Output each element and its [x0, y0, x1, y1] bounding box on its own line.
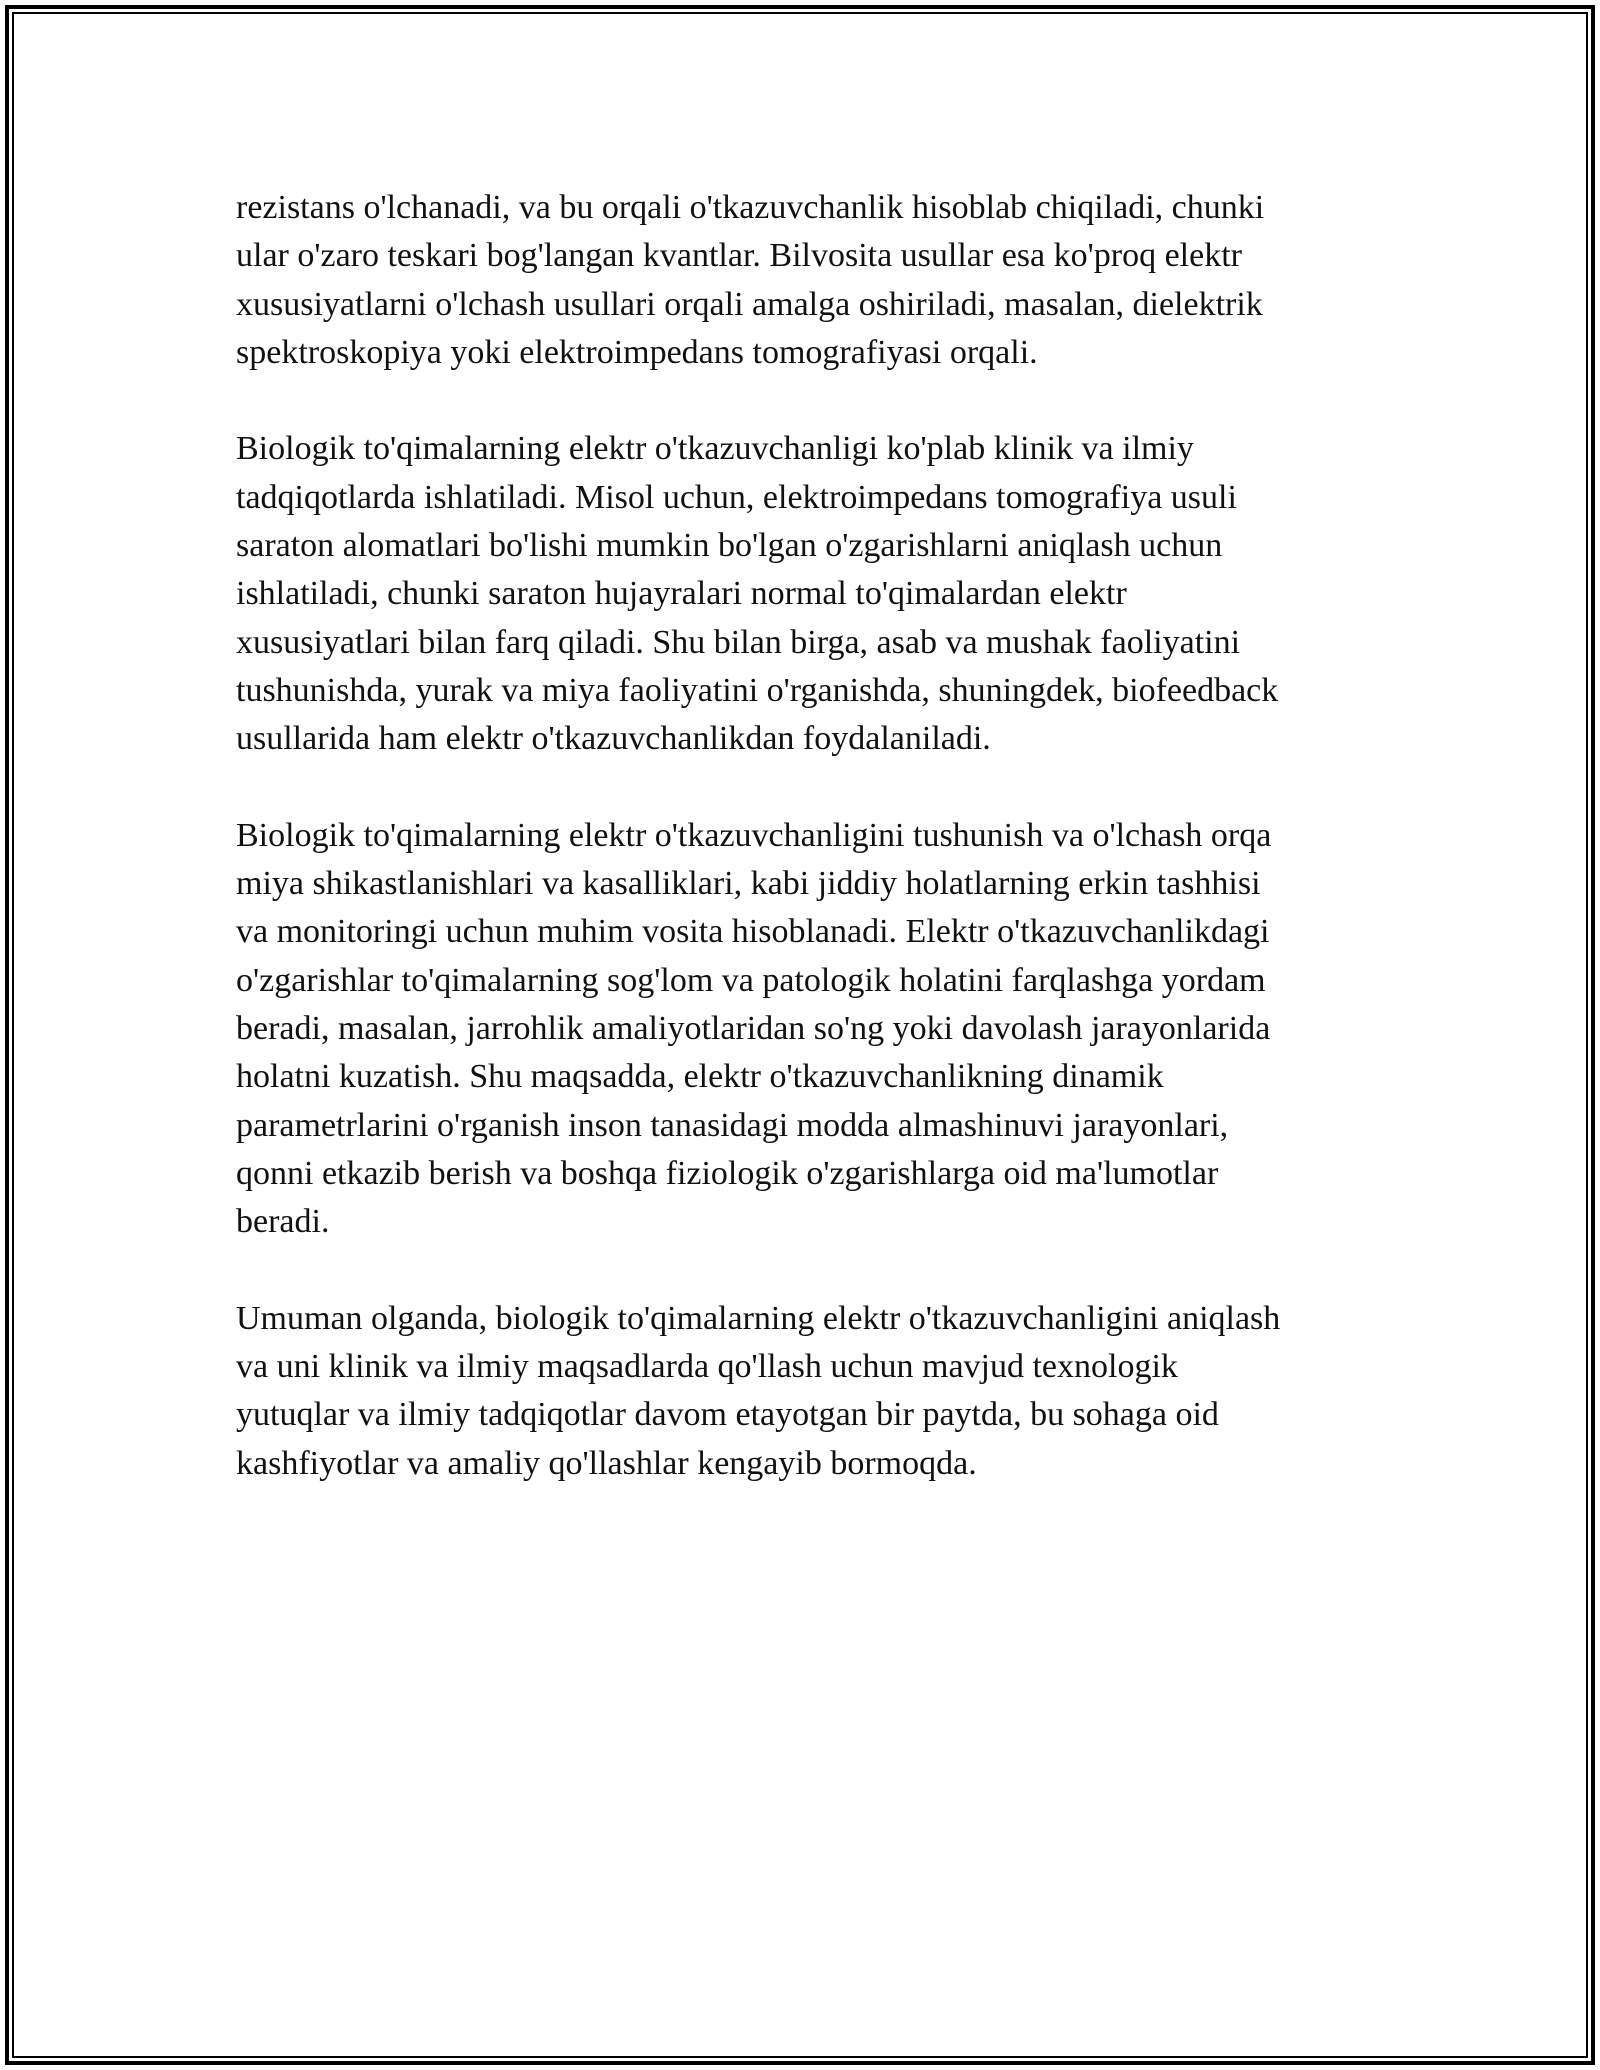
text-line: beradi. — [236, 1203, 330, 1241]
text-line: kashfiyotlar va amaliy qo'llashlar kengayib bormoqda. — [236, 1444, 977, 1482]
paragraph — [236, 184, 1386, 377]
text-line: va uni klinik va ilmiy maqsadlarda qo'llash uchun mavjud texnologik — [236, 1348, 1178, 1386]
text-line: yutuqlar va ilmiy tadqiqotlar davom etayotgan bir paytda, bu sohaga oid — [236, 1396, 1219, 1434]
text-line: Biologik to'qimalarning elektr o'tkazuvchanligini tushunish va o'lchash orqa — [236, 816, 1272, 854]
text-line: qonni etkazib berish va boshqa fiziologik o'zgarishlarga oid ma'lumotlar — [236, 1154, 1219, 1192]
text-line: o'zgarishlar to'qimalarning sog'lom va patologik holatini farqlashga yordam — [236, 961, 1266, 999]
text-line: Biologik to'qimalarning elektr o'tkazuvchanligi ko'plab klinik va ilmiy — [236, 430, 1194, 468]
text-line: holatni kuzatish. Shu maqsadda, elektr o'tkazuvchanlikning dinamik — [236, 1058, 1164, 1096]
text-line: miya shikastlanishlari va kasalliklari, kabi jiddiy holatlarning erkin tashhisi — [236, 865, 1261, 903]
text-line: usullarida ham elektr o'tkazuvchanlikdan foydalaniladi. — [236, 720, 991, 758]
text-line: saraton alomatlari bo'lishi mumkin bo'lgan o'zgarishlarni aniqlash uchun — [236, 527, 1223, 565]
text-line: beradi, masalan, jarrohlik amaliyotlaridan so'ng yoki davolash jarayonlarida — [236, 1010, 1271, 1048]
text-line: xususiyatlari bilan farq qiladi. Shu bilan birga, asab va mushak faoliyatini — [236, 623, 1241, 661]
text-line: spektroskopiya yoki elektroimpedans tomografiyasi orqali. — [236, 333, 1038, 371]
text-line: ishlatiladi, chunki saraton hujayralari normal to'qimalardan elektr — [236, 575, 1127, 613]
paragraph — [236, 425, 1386, 763]
text-line: Umuman olganda, biologik to'qimalarning elektr o'tkazuvchanligini aniqlash — [236, 1299, 1281, 1337]
text-line: xususiyatlarni o'lchash usullari orqali amalga oshiriladi, masalan, dielektrik — [236, 285, 1263, 323]
text-line: va monitoringi uchun muhim vosita hisoblanadi. Elektr o'tkazuvchanlikdagi — [236, 913, 1270, 951]
text-line: rezistans o'lchanadi, va bu orqali o'tkazuvchanlik hisoblab chiqiladi, chunki — [236, 189, 1265, 226]
text-line: ular o'zaro teskari bog'langan kvantlar. Bilvosita usullar esa ko'proq elektr — [236, 237, 1242, 275]
text-line: parametrlarini o'rganish inson tanasidagi modda almashinuvi jarayonlari, — [236, 1106, 1229, 1144]
text-line: tadqiqotlarda ishlatiladi. Misol uchun, elektroimpedans tomografiya usuli — [236, 478, 1237, 516]
paragraph — [236, 812, 1386, 1247]
text-line: tushunishda, yurak va miya faoliyatini o'rganishda, shuningdek, biofeedback — [236, 671, 1279, 709]
document-body — [236, 184, 1386, 1536]
paragraph — [236, 1295, 1386, 1488]
